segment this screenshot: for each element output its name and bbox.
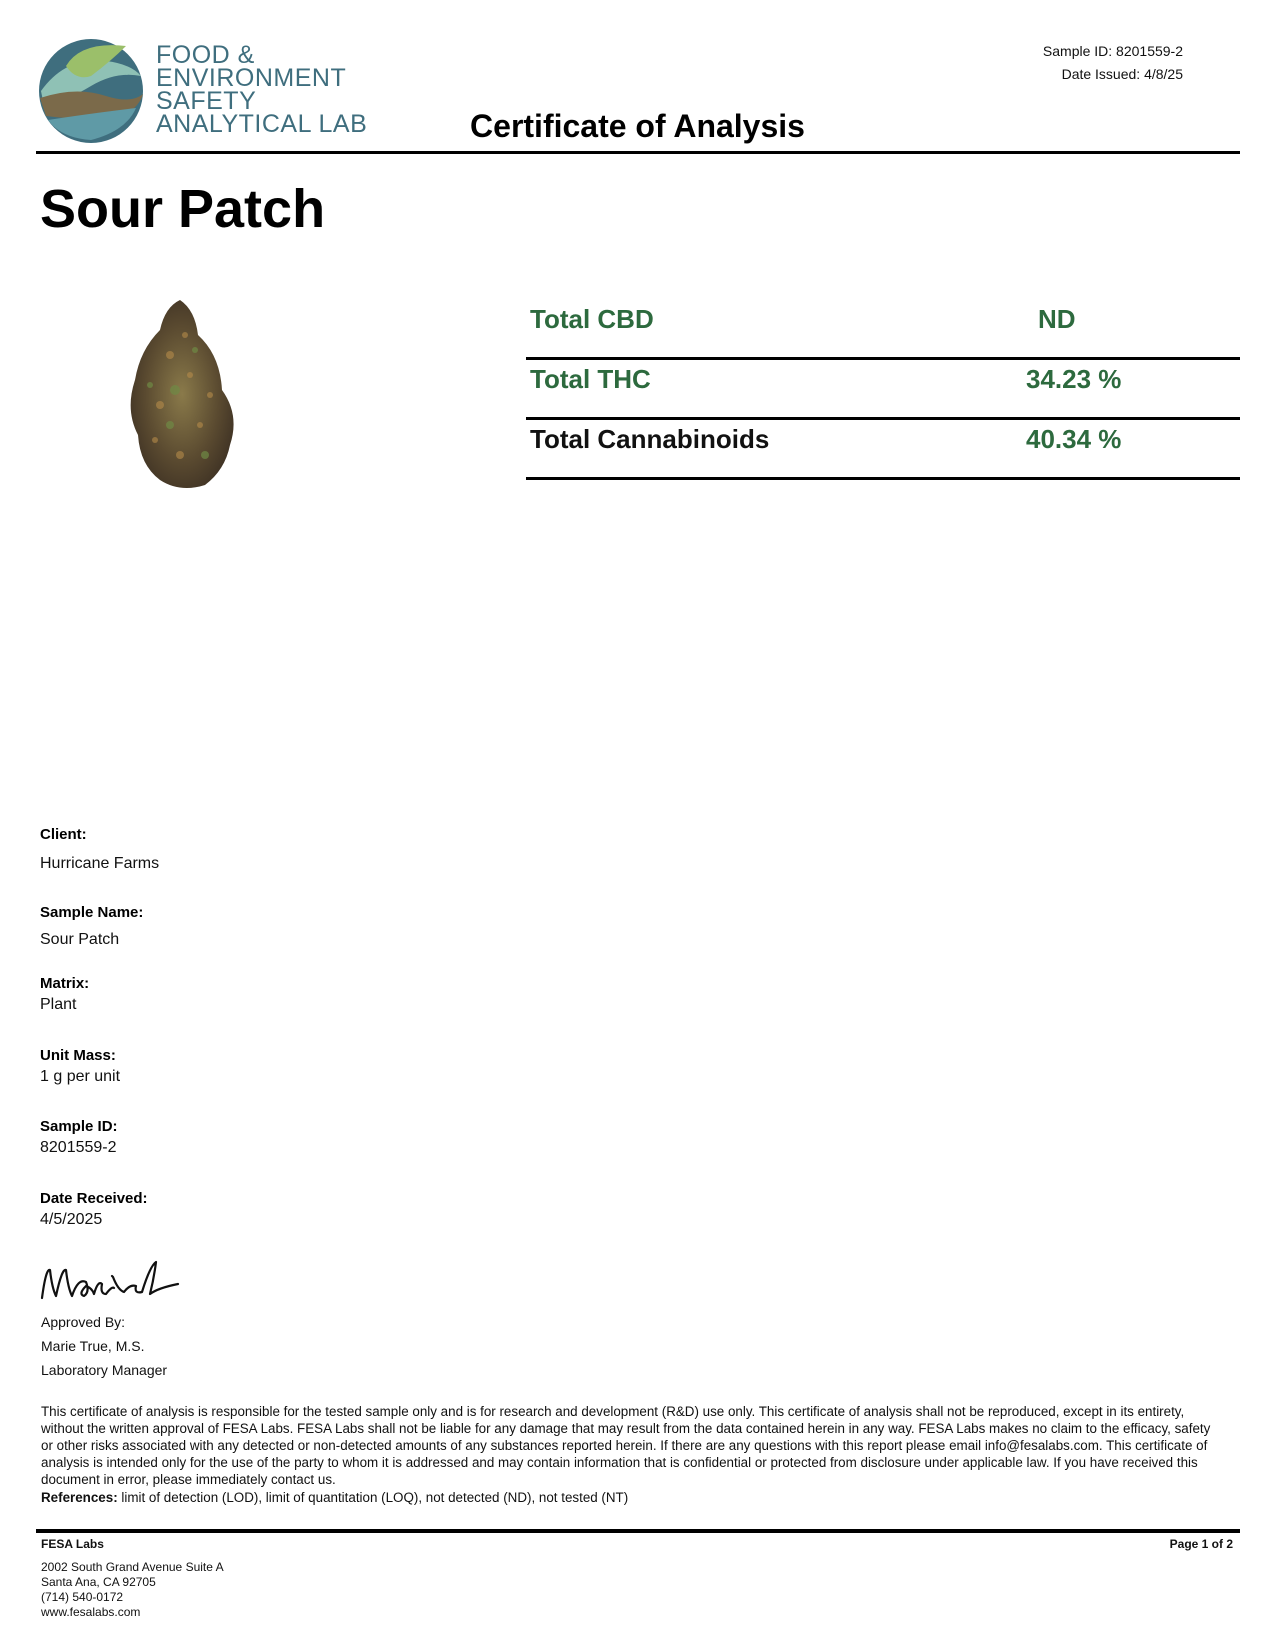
header-sample-id: Sample ID: 8201559-2 [1042, 43, 1183, 59]
matrix-value: Plant [40, 996, 77, 1013]
client-label: Client: [40, 826, 87, 843]
sample-id-label: Sample ID: [40, 1118, 118, 1135]
matrix-field [40, 975, 89, 1014]
sample-name-value: Sour Patch [40, 931, 120, 948]
footer-divider [36, 1529, 1240, 1533]
client-field [40, 826, 159, 873]
summary-label: Total THC [530, 364, 651, 394]
page-number: Page 1 of 2 [1169, 1537, 1233, 1551]
date-received-value: 4/5/2025 [40, 1211, 103, 1228]
summary-row-total [526, 420, 1240, 480]
sample-name-label: Sample Name: [40, 904, 144, 921]
logo-line-4: ANALYTICAL LAB [156, 110, 368, 138]
references [41, 1490, 628, 1505]
signature-image [38, 1258, 188, 1308]
matrix-label: Matrix: [40, 975, 90, 992]
disclaimer-text: This certificate of analysis is responsible for the tested sample only and is for research and development (R&D) use only. This certificate of analysis shall not be reproduced, except in its entirety, without the written approval of FESA Labs. FESA Labs shall not be liable for any damage that may result from the data contained herein in any way. FESA Labs makes no claim to the efficacy, safety or other risks associated with any detected or non-detected amounts of any substances reported herein. If there are any questions with this report please email info@fesalabs.com. This certificate of analysis is intended only for the use of the party to whom it is addressed and may contain information that is confidential or protected from disclosure under applicable law. If you have received this document in error, please immediately contact us. [41, 1404, 1211, 1487]
logo-line-2: ENVIRONMENT [156, 64, 347, 92]
footer-address-1: 2002 South Grand Avenue Suite A [41, 1560, 224, 1574]
footer-address [41, 1537, 224, 1620]
sample-id-field [40, 1118, 118, 1157]
approver-title: Laboratory Manager [41, 1362, 168, 1378]
summary-value: 40.34 % [1026, 424, 1122, 454]
approved-by-label: Approved By: [41, 1314, 126, 1330]
summary-label: Total Cannabinoids [530, 424, 770, 454]
references-label: References: [41, 1490, 118, 1505]
unit-mass-label: Unit Mass: [40, 1047, 116, 1064]
document-title: Certificate of Analysis [470, 108, 805, 144]
header-divider [36, 151, 1240, 154]
sample-name-field [40, 904, 143, 949]
logo-line-1: FOOD & [156, 41, 255, 69]
cannabinoid-summary [526, 300, 1240, 480]
references-text: limit of detection (LOD), limit of quantitation (LOQ), not detected (ND), not tested (NT) [117, 1490, 629, 1505]
unit-mass-field [40, 1047, 120, 1086]
footer-website: www.fesalabs.com [41, 1605, 141, 1619]
summary-row-thc [526, 360, 1240, 420]
footer-company: FESA Labs [41, 1537, 104, 1551]
sample-id-value: 8201559-2 [40, 1139, 117, 1156]
summary-value: 34.23 % [1026, 364, 1122, 394]
logo-line-3: SAFETY [156, 87, 257, 115]
product-image [110, 295, 260, 495]
header-date-issued: Date Issued: 4/8/25 [1061, 66, 1183, 82]
footer-phone: (714) 540-0172 [41, 1590, 124, 1604]
client-value: Hurricane Farms [40, 855, 160, 872]
date-received-field [40, 1190, 148, 1229]
summary-row-cbd [526, 300, 1240, 360]
approver-name: Marie True, M.S. [41, 1338, 145, 1354]
unit-mass-value: 1 g per unit [40, 1068, 121, 1085]
product-name: Sour Patch [40, 179, 326, 239]
summary-label: Total CBD [530, 304, 654, 334]
header-meta [1043, 40, 1183, 86]
footer-address-2: Santa Ana, CA 92705 [41, 1575, 156, 1589]
summary-value: ND [1038, 304, 1076, 334]
date-received-label: Date Received: [40, 1190, 148, 1207]
approval-block [41, 1310, 167, 1382]
